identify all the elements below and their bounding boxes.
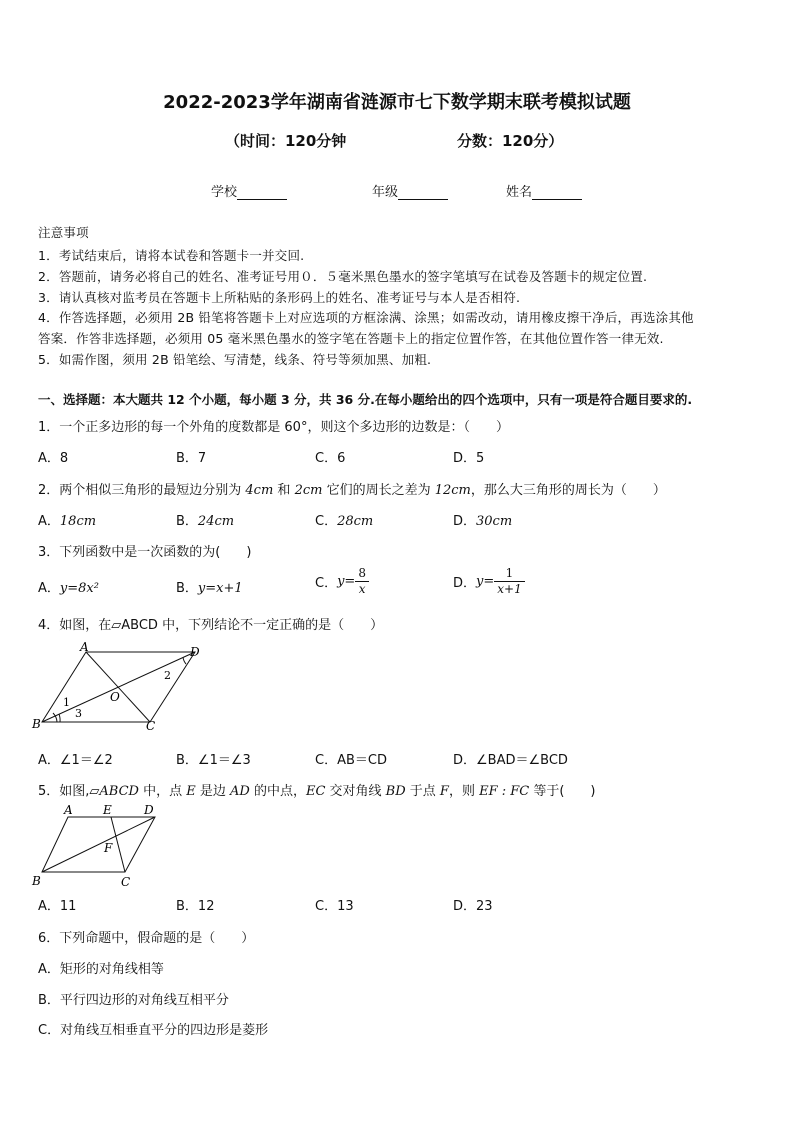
- q5-math: BD: [385, 784, 406, 799]
- name-field: [506, 181, 582, 200]
- parallelogram-figure-q4: [30, 640, 220, 735]
- q5-text: 5．如图,: [38, 784, 90, 799]
- parallelogram-figure-q5: [30, 800, 170, 892]
- diagonal-bd: [42, 817, 155, 872]
- q2-option-d-value: 30cm: [476, 514, 513, 529]
- q3-option-c-label: C．: [315, 576, 338, 591]
- vertex-label-d: D: [190, 645, 200, 659]
- school-blank: [237, 185, 287, 200]
- q5-math: E: [186, 784, 196, 799]
- vertex-label-b: B: [32, 717, 41, 731]
- q2-option-b-label: B．: [176, 514, 198, 529]
- q2-option-c-label: C．: [315, 514, 338, 529]
- point-label-f: F: [104, 841, 113, 855]
- name-label: 姓名: [506, 185, 533, 200]
- q2-option-d: [453, 510, 512, 529]
- q2-option-b: [176, 510, 234, 529]
- vertex-label-d: D: [144, 803, 154, 817]
- q2-option-a-label: A．: [38, 514, 60, 529]
- q4-option-a: A．∠1＝∠2: [38, 753, 113, 768]
- q5-text: 中，点: [138, 784, 187, 799]
- q3-option-c: [315, 566, 369, 597]
- q5-text: 等于( ): [529, 784, 596, 799]
- q5-text: ，则: [448, 784, 480, 799]
- q1-option-c: C．6: [315, 451, 346, 466]
- segment-ec: [111, 817, 125, 872]
- vertex-label-c: C: [121, 875, 131, 889]
- q2-text: 2．两个相似三角形的最短边分别为: [38, 483, 246, 498]
- question-3: 3．下列函数中是一次函数的为( ): [38, 545, 252, 560]
- exam-time: （时间：120分钟: [225, 132, 347, 150]
- q5-text: 交对角线: [325, 784, 386, 799]
- question-6: 6．下列命题中，假命题的是（ ）: [38, 931, 255, 946]
- q5-math: EF : FC: [479, 784, 530, 799]
- notice-heading: 注意事项: [38, 225, 89, 240]
- angle-label-3: 3: [75, 707, 82, 720]
- q3-option-a-formula: y=8x²: [59, 581, 99, 596]
- grade-blank: [398, 185, 448, 200]
- notice-item: 答案．作答非选择题，必须用 05 毫米黑色墨水的签字笔在答题卡上的指定位置作答，在其他位置作答一律无效.: [38, 331, 664, 346]
- q5-math: F: [439, 784, 449, 799]
- grade-label: 年级: [372, 185, 399, 200]
- q3-option-b-formula: y=x+1: [197, 581, 243, 596]
- q1-option-a: A．8: [38, 451, 69, 466]
- section-heading: 一、选择题：本大题共 12 个小题，每小题 3 分，共 36 分.在每小题给出的四个选项中，只有一项是符合题目要求的.: [38, 392, 693, 407]
- q2-option-c: [315, 510, 373, 529]
- q6-option-b: B．平行四边形的对角线互相平分: [38, 993, 229, 1008]
- notice-item: 4．作答选择题，必须用 2B 铅笔将答题卡上对应选项的方框涂满、涂黑；如需改动，请用橡皮擦干净后，再选涂其他: [38, 310, 694, 325]
- q2-text: 它们的周长之差为: [322, 483, 435, 498]
- angle-arc-3: [59, 714, 60, 722]
- q2-text: 和: [273, 483, 295, 498]
- school-label: 学校: [211, 185, 238, 200]
- q4-option-b: B．∠1＝∠3: [176, 753, 251, 768]
- angle-label-2: 2: [164, 669, 171, 682]
- q2-text: ，那么大三角形的周长为（ ）: [470, 483, 666, 498]
- q2-option-b-value: 24cm: [197, 514, 235, 529]
- question-1: 1．一个正多边形的每一个外角的度数都是 60°，则这个多边形的边数是：（ ）: [38, 420, 509, 435]
- q3-option-a: [38, 577, 99, 596]
- vertex-label-a: A: [80, 640, 89, 654]
- page-title: 2022-2023学年湖南省涟源市七下数学期末联考模拟试题: [163, 92, 631, 113]
- q3-option-d-label: D．: [453, 576, 477, 591]
- q6-option-c: C．对角线互相垂直平分的四边形是菱形: [38, 1023, 269, 1038]
- point-label-e: E: [103, 803, 112, 817]
- q4-option-d: D．∠BAD＝∠BCD: [453, 753, 568, 768]
- q3-option-d: [453, 566, 525, 597]
- exam-score: 分数：120分）: [457, 132, 564, 150]
- vertex-label-c: C: [146, 719, 156, 733]
- q1-option-d: D．5: [453, 451, 485, 466]
- q2-value: 12cm: [434, 483, 471, 498]
- grade-field: [372, 181, 448, 200]
- q5-math: AD: [230, 784, 250, 799]
- q3-option-a-label: A．: [38, 581, 60, 596]
- question-2: [38, 479, 666, 498]
- q2-option-a-value: 18cm: [59, 514, 97, 529]
- q3-option-b: [176, 577, 243, 596]
- q3-option-c-denominator: x: [358, 582, 366, 596]
- q2-option-c-value: 28cm: [337, 514, 374, 529]
- q3-option-d-lhs: y=: [476, 574, 495, 589]
- q1-option-b: B．7: [176, 451, 207, 466]
- q5-option-b: B．12: [176, 899, 215, 914]
- q3-option-d-denominator: x+1: [497, 582, 522, 596]
- q2-option-d-label: D．: [453, 514, 477, 529]
- school-field: [211, 181, 287, 200]
- q3-option-b-label: B．: [176, 581, 198, 596]
- q2-option-a: [38, 510, 96, 529]
- notice-item: 3．请认真核对监考员在答题卡上所粘贴的条形码上的姓名、准考证号与本人是否相符.: [38, 290, 521, 305]
- q2-value: 4cm: [245, 483, 274, 498]
- q5-option-c: C．13: [315, 899, 354, 914]
- notice-item: 1．考试结束后，请将本试卷和答题卡一并交回.: [38, 248, 305, 263]
- center-label-o: O: [110, 690, 120, 704]
- vertex-label-a: A: [64, 803, 73, 817]
- question-5: [38, 780, 595, 799]
- angle-label-1: 1: [63, 696, 70, 709]
- q5-text: 于点: [405, 784, 440, 799]
- q5-text: 是边: [195, 784, 230, 799]
- notice-item: 2．答题前，请务必将自己的姓名、准考证号用０．５毫米黑色墨水的签字笔填写在试卷及答题卡的规定位置.: [38, 269, 648, 284]
- notice-item: 5．如需作图，须用 2B 铅笔绘、写清楚，线条、符号等须加黑、加粗.: [38, 352, 432, 367]
- name-blank: [532, 185, 582, 200]
- angle-arc-2: [183, 657, 186, 664]
- q6-option-a: A．矩形的对角线相等: [38, 962, 164, 977]
- q5-option-a: A．11: [38, 899, 77, 914]
- vertex-label-b: B: [32, 874, 41, 888]
- q3-option-c-numerator: 8: [355, 566, 369, 582]
- q3-option-d-fraction: [494, 566, 524, 597]
- question-4: 4．如图，在▱ABCD 中，下列结论不一定正确的是（ ）: [38, 618, 384, 633]
- angle-arc-1: [53, 713, 57, 722]
- q5-option-d: D．23: [453, 899, 493, 914]
- q5-math: ▱ABCD: [89, 784, 139, 799]
- q2-value: 2cm: [294, 483, 323, 498]
- q3-option-c-lhs: y=: [337, 574, 356, 589]
- q3-option-c-fraction: [355, 566, 369, 597]
- q5-math: EC: [305, 784, 326, 799]
- q5-text: 的中点，: [249, 784, 306, 799]
- q4-option-c: C．AB＝CD: [315, 753, 387, 768]
- q3-option-d-numerator: 1: [494, 566, 524, 582]
